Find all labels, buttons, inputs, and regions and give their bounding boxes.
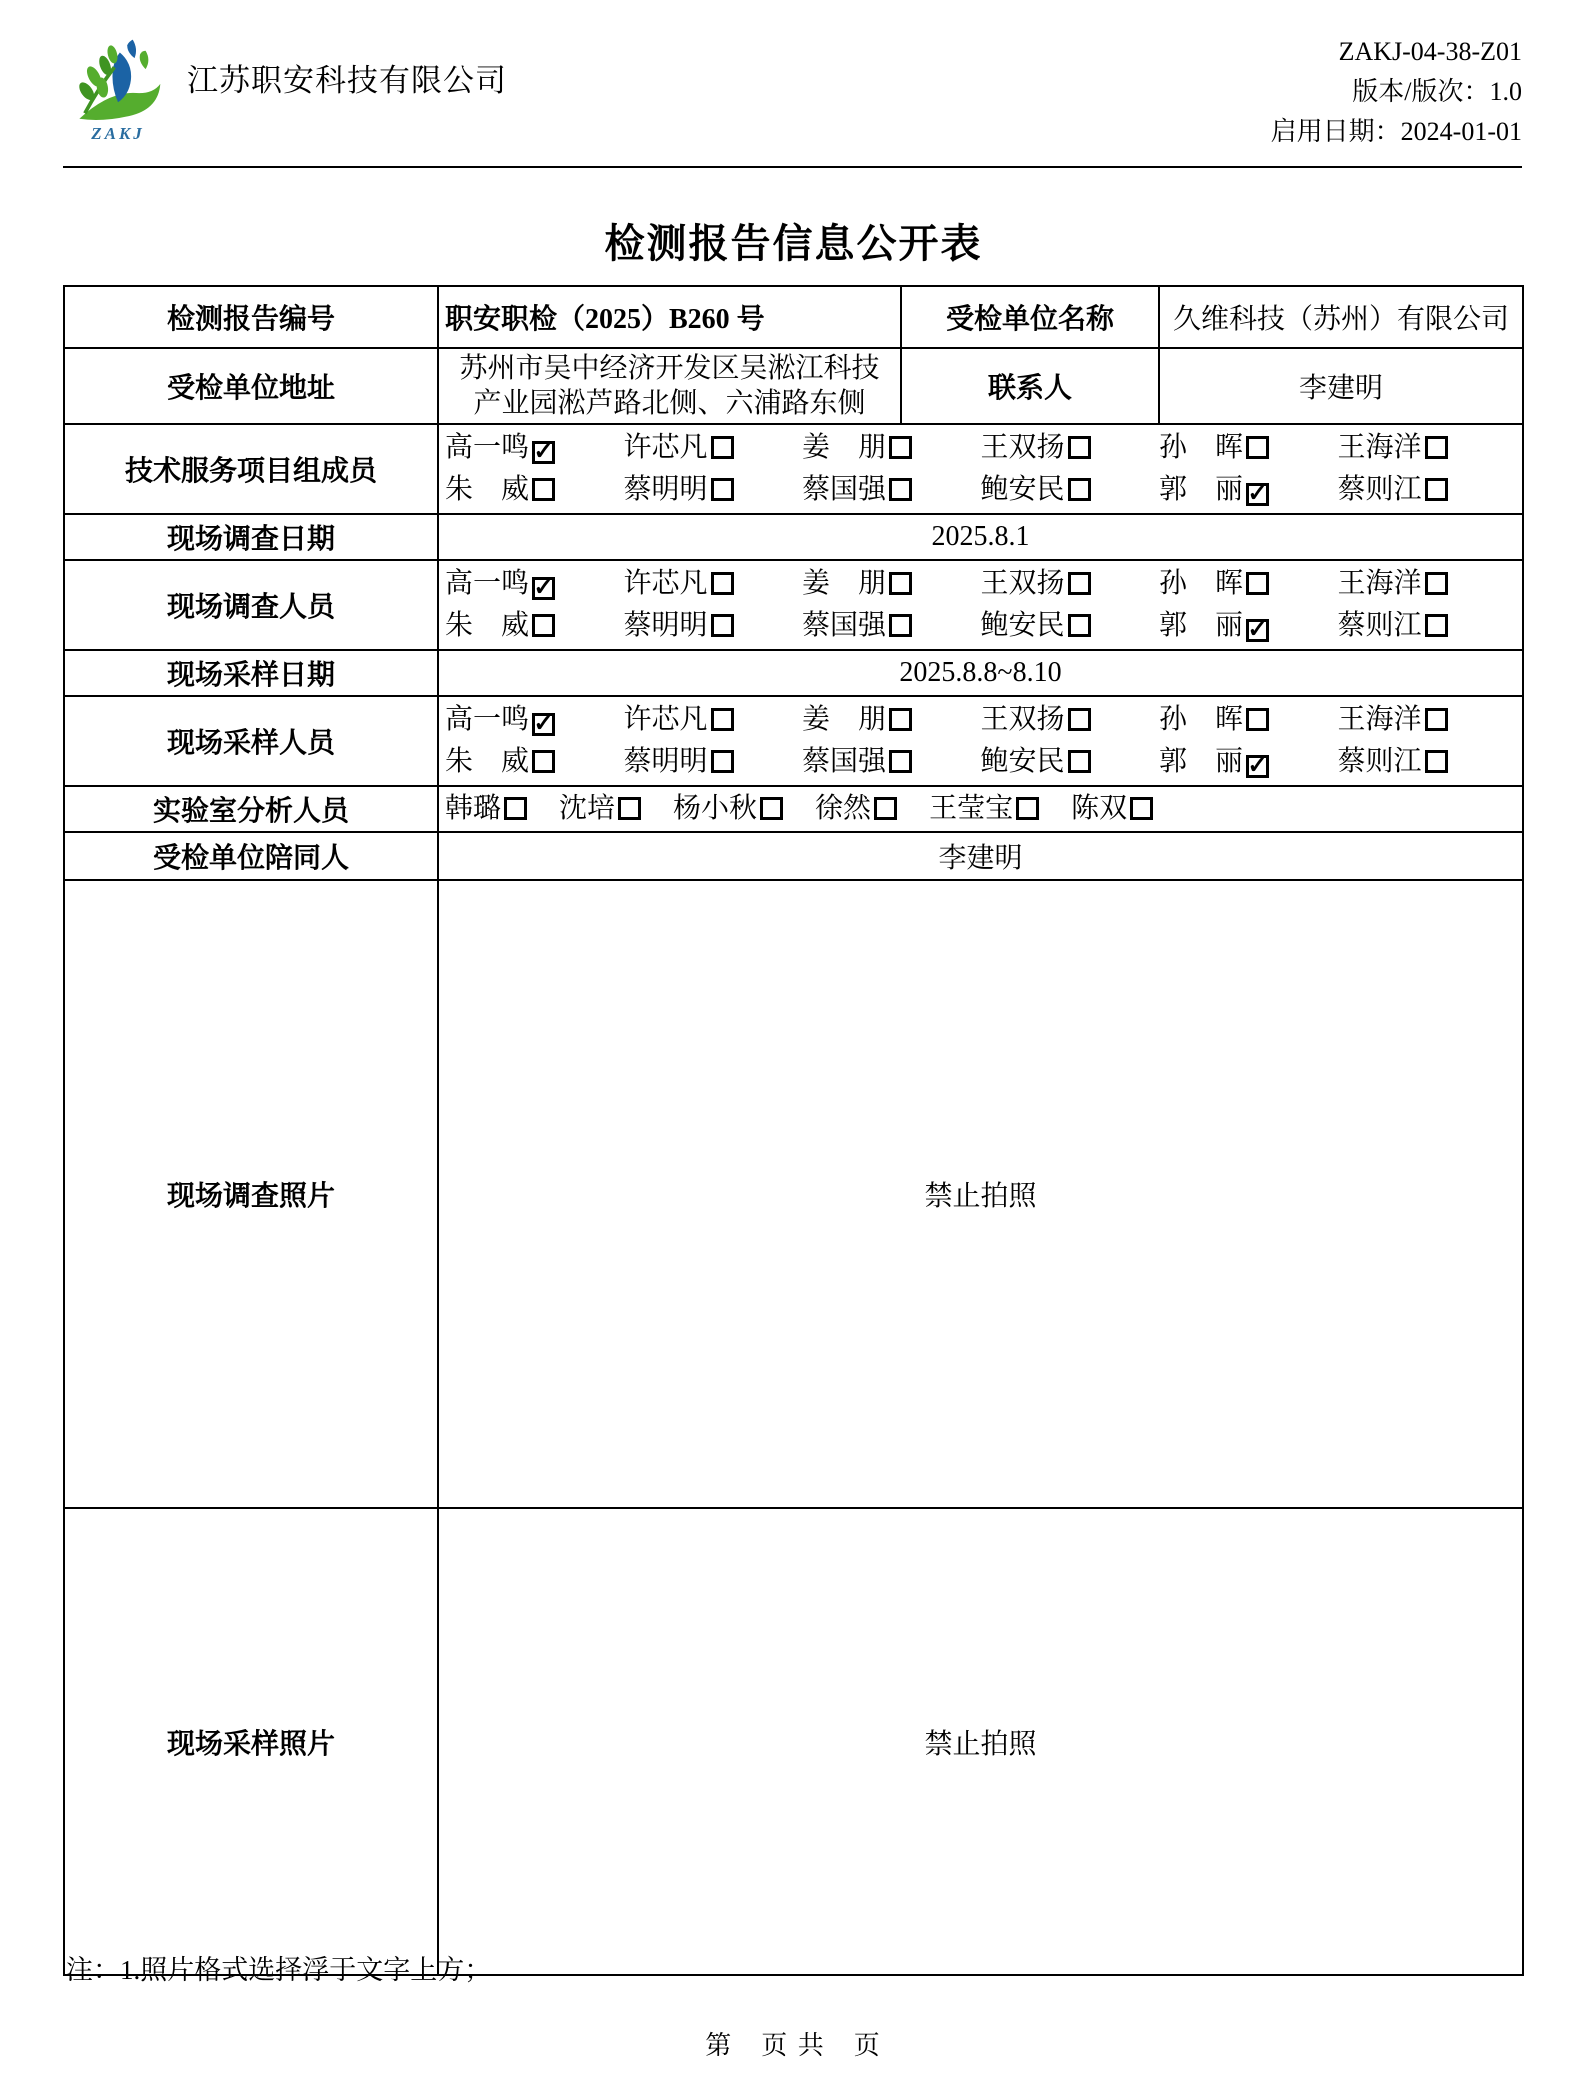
checkbox-unchecked-icon[interactable] (1068, 436, 1091, 459)
survey-date-value: 2025.8.1 (438, 514, 1523, 560)
sampling-date-value: 2025.8.8~8.10 (438, 650, 1523, 696)
member-name: 王海洋 (1337, 432, 1422, 463)
table-row (64, 650, 1523, 696)
survey-date-label: 现场调查日期 (64, 514, 438, 560)
member-item (445, 469, 624, 511)
checkbox-unchecked-icon[interactable] (711, 436, 734, 459)
member-line (445, 605, 1516, 647)
member-name: 蔡明明 (623, 610, 708, 641)
member-item (981, 741, 1160, 783)
member-item (624, 427, 803, 469)
member-line (445, 741, 1516, 783)
member-item (624, 741, 803, 783)
page-title: 检测报告信息公开表 (604, 221, 983, 266)
member-name: 蔡则江 (1337, 746, 1422, 777)
member-item (624, 699, 803, 741)
table-row (64, 786, 1523, 832)
member-name: 蔡则江 (1337, 610, 1422, 641)
member-item (1338, 427, 1517, 469)
member-name: 沈培 (559, 793, 616, 824)
table-row (64, 832, 1523, 880)
member-name: 蔡国强 (802, 610, 887, 641)
checkbox-unchecked-icon[interactable] (889, 436, 912, 459)
address-label: 受检单位地址 (64, 348, 438, 424)
checkbox-unchecked-icon[interactable] (711, 572, 734, 595)
lab-label: 实验室分析人员 (64, 786, 438, 832)
member-name: 姜 朋 (802, 704, 887, 735)
checkbox-unchecked-icon[interactable] (889, 614, 912, 637)
member-item (802, 741, 981, 783)
address-value (438, 348, 901, 424)
checkbox-unchecked-icon[interactable] (889, 708, 912, 731)
sampling-photo-label: 现场采样照片 (64, 1508, 438, 1975)
checkbox-unchecked-icon[interactable] (1130, 797, 1153, 820)
unit-name-value: 久维科技（苏州）有限公司 (1159, 286, 1523, 348)
footnote: 注：1.照片格式选择浮于文字上方； (66, 1955, 492, 1985)
checkbox-unchecked-icon[interactable] (1246, 708, 1269, 731)
member-item (1159, 741, 1338, 783)
member-name: 蔡国强 (802, 474, 887, 505)
checkbox-unchecked-icon[interactable] (1068, 478, 1091, 501)
contact-label: 联系人 (901, 348, 1159, 424)
sampling-photo-value: 禁止拍照 (438, 1508, 1523, 1975)
member-line (445, 469, 1516, 511)
member-name: 高一鸣 (445, 704, 530, 735)
checkbox-unchecked-icon[interactable] (889, 572, 912, 595)
checkbox-unchecked-icon[interactable] (1425, 750, 1448, 773)
checkbox-unchecked-icon[interactable] (1425, 614, 1448, 637)
member-name: 许芯凡 (623, 568, 708, 599)
member-item (981, 469, 1160, 511)
accompany-label: 受检单位陪同人 (64, 832, 438, 880)
report-no-label: 检测报告编号 (64, 286, 438, 348)
checkbox-unchecked-icon[interactable] (711, 478, 734, 501)
checkbox-unchecked-icon[interactable] (618, 797, 641, 820)
member-name: 蔡明明 (623, 474, 708, 505)
member-item (815, 790, 897, 828)
member-name: 孙 晖 (1159, 704, 1244, 735)
checkbox-unchecked-icon[interactable] (1246, 436, 1269, 459)
checkbox-unchecked-icon[interactable] (532, 478, 555, 501)
member-item (1159, 563, 1338, 605)
member-item (445, 563, 624, 605)
address-line-2: 产业园淞芦路北侧、六浦路东侧 (473, 388, 866, 419)
member-item (802, 469, 981, 511)
member-name: 韩璐 (445, 793, 502, 824)
checkbox-unchecked-icon[interactable] (1425, 708, 1448, 731)
checkbox-unchecked-icon[interactable] (1246, 572, 1269, 595)
survey-members-cell (438, 560, 1523, 650)
member-item (445, 427, 624, 469)
member-item (1071, 790, 1153, 828)
member-item (1338, 563, 1517, 605)
member-name: 孙 晖 (1159, 432, 1244, 463)
checkbox-unchecked-icon[interactable] (1425, 572, 1448, 595)
table-row (64, 348, 1523, 424)
checkbox-unchecked-icon[interactable] (504, 797, 527, 820)
member-item (445, 699, 624, 741)
member-item (802, 605, 981, 647)
member-item (1159, 427, 1338, 469)
checkbox-checked-icon[interactable]: ✓ (1247, 753, 1268, 779)
checkbox-unchecked-icon[interactable] (889, 478, 912, 501)
member-item (673, 790, 783, 828)
member-item (624, 605, 803, 647)
survey-staff-label: 现场调查人员 (64, 560, 438, 650)
survey-photo-label: 现场调查照片 (64, 880, 438, 1508)
member-name: 王海洋 (1337, 704, 1422, 735)
unit-name-label: 受检单位名称 (901, 286, 1159, 348)
checkbox-unchecked-icon[interactable] (1068, 708, 1091, 731)
checkbox-unchecked-icon[interactable] (532, 750, 555, 773)
member-line (445, 427, 1516, 469)
checkbox-checked-icon[interactable]: ✓ (533, 575, 554, 601)
contact-value: 李建明 (1159, 348, 1523, 424)
member-item (1159, 469, 1338, 511)
member-item (981, 427, 1160, 469)
member-item (929, 790, 1039, 828)
member-item (802, 427, 981, 469)
member-item (1338, 741, 1517, 783)
member-line (445, 790, 1516, 828)
member-item (802, 563, 981, 605)
member-name: 孙 晖 (1159, 568, 1244, 599)
checkbox-unchecked-icon[interactable] (1068, 750, 1091, 773)
member-name: 王双扬 (980, 704, 1065, 735)
address-line-1: 苏州市吴中经济开发区吴淞江科技 (459, 353, 880, 384)
member-item (1159, 605, 1338, 647)
member-name: 陈双 (1071, 793, 1128, 824)
checkbox-unchecked-icon[interactable] (1016, 797, 1039, 820)
member-name: 王双扬 (980, 568, 1065, 599)
member-line (445, 699, 1516, 741)
member-name: 高一鸣 (445, 568, 530, 599)
logo-text: ZAKJ (91, 124, 145, 143)
member-line (445, 563, 1516, 605)
checkbox-unchecked-icon[interactable] (711, 614, 734, 637)
member-item (445, 741, 624, 783)
member-item (559, 790, 641, 828)
checkbox-unchecked-icon[interactable] (889, 750, 912, 773)
checkbox-unchecked-icon[interactable] (1068, 614, 1091, 637)
checkbox-unchecked-icon[interactable] (532, 614, 555, 637)
checkbox-checked-icon[interactable]: ✓ (1247, 617, 1268, 643)
checkbox-unchecked-icon[interactable] (1425, 436, 1448, 459)
member-name: 王莹宝 (929, 793, 1014, 824)
table-row (64, 1508, 1523, 1975)
member-name: 蔡明明 (623, 746, 708, 777)
member-name: 郭 丽 (1159, 610, 1244, 641)
member-item (981, 605, 1160, 647)
doc-codes (1271, 22, 1522, 152)
table-row (64, 696, 1523, 786)
checkbox-unchecked-icon[interactable] (711, 750, 734, 773)
member-name: 姜 朋 (802, 568, 887, 599)
member-item (981, 699, 1160, 741)
brand-block (63, 22, 507, 144)
company-name: 江苏职安科技有限公司 (187, 62, 507, 98)
team-label: 技术服务项目组成员 (64, 424, 438, 514)
disclosure-table (63, 285, 1524, 1976)
table-row (64, 286, 1523, 348)
member-item (1338, 605, 1517, 647)
report-no-value: 职安职检（2025）B260 号 (438, 286, 901, 348)
sampling-date-label: 现场采样日期 (64, 650, 438, 696)
table-row (64, 560, 1523, 650)
member-item (1338, 469, 1517, 511)
member-item (1159, 699, 1338, 741)
sampling-members-cell (438, 696, 1523, 786)
member-name: 高一鸣 (445, 432, 530, 463)
member-item (1338, 699, 1517, 741)
table-row (64, 880, 1523, 1508)
member-name: 蔡则江 (1337, 474, 1422, 505)
doc-enable-date: 启用日期：2024-01-01 (1270, 117, 1522, 146)
sampling-staff-label: 现场采样人员 (64, 696, 438, 786)
member-name: 徐然 (815, 793, 872, 824)
member-name: 杨小秋 (673, 793, 758, 824)
member-name: 许芯凡 (623, 432, 708, 463)
member-name: 朱 威 (445, 746, 530, 777)
member-name: 王海洋 (1337, 568, 1422, 599)
leaf-swoosh-logo-icon (63, 36, 173, 128)
company-logo (63, 36, 173, 144)
member-item (981, 563, 1160, 605)
doc-version: 版本/版次：1.0 (1352, 77, 1522, 106)
member-name: 朱 威 (445, 474, 530, 505)
page-header (63, 22, 1522, 168)
table-row (64, 424, 1523, 514)
member-name: 鲍安民 (980, 474, 1065, 505)
accompany-value: 李建明 (438, 832, 1523, 880)
member-name: 郭 丽 (1159, 746, 1244, 777)
lab-members-cell (438, 786, 1523, 832)
page-footer: 第 页 共 页 (705, 2031, 882, 2060)
checkbox-unchecked-icon[interactable] (760, 797, 783, 820)
member-name: 郭 丽 (1159, 474, 1244, 505)
member-name: 许芯凡 (623, 704, 708, 735)
member-item (802, 699, 981, 741)
checkbox-unchecked-icon[interactable] (711, 708, 734, 731)
member-name: 蔡国强 (802, 746, 887, 777)
doc-code: ZAKJ-04-38-Z01 (1338, 37, 1522, 66)
member-name: 姜 朋 (802, 432, 887, 463)
checkbox-checked-icon[interactable]: ✓ (533, 711, 554, 737)
checkbox-unchecked-icon[interactable] (874, 797, 897, 820)
member-item (624, 469, 803, 511)
team-members-cell (438, 424, 1523, 514)
member-name: 王双扬 (980, 432, 1065, 463)
checkbox-unchecked-icon[interactable] (1425, 478, 1448, 501)
survey-photo-value: 禁止拍照 (438, 880, 1523, 1508)
checkbox-unchecked-icon[interactable] (1068, 572, 1091, 595)
member-name: 鲍安民 (980, 610, 1065, 641)
member-name: 朱 威 (445, 610, 530, 641)
member-item (624, 563, 803, 605)
table-row (64, 514, 1523, 560)
member-item (445, 605, 624, 647)
checkbox-checked-icon[interactable]: ✓ (533, 439, 554, 465)
member-item (445, 790, 527, 828)
checkbox-checked-icon[interactable]: ✓ (1247, 481, 1268, 507)
member-name: 鲍安民 (980, 746, 1065, 777)
